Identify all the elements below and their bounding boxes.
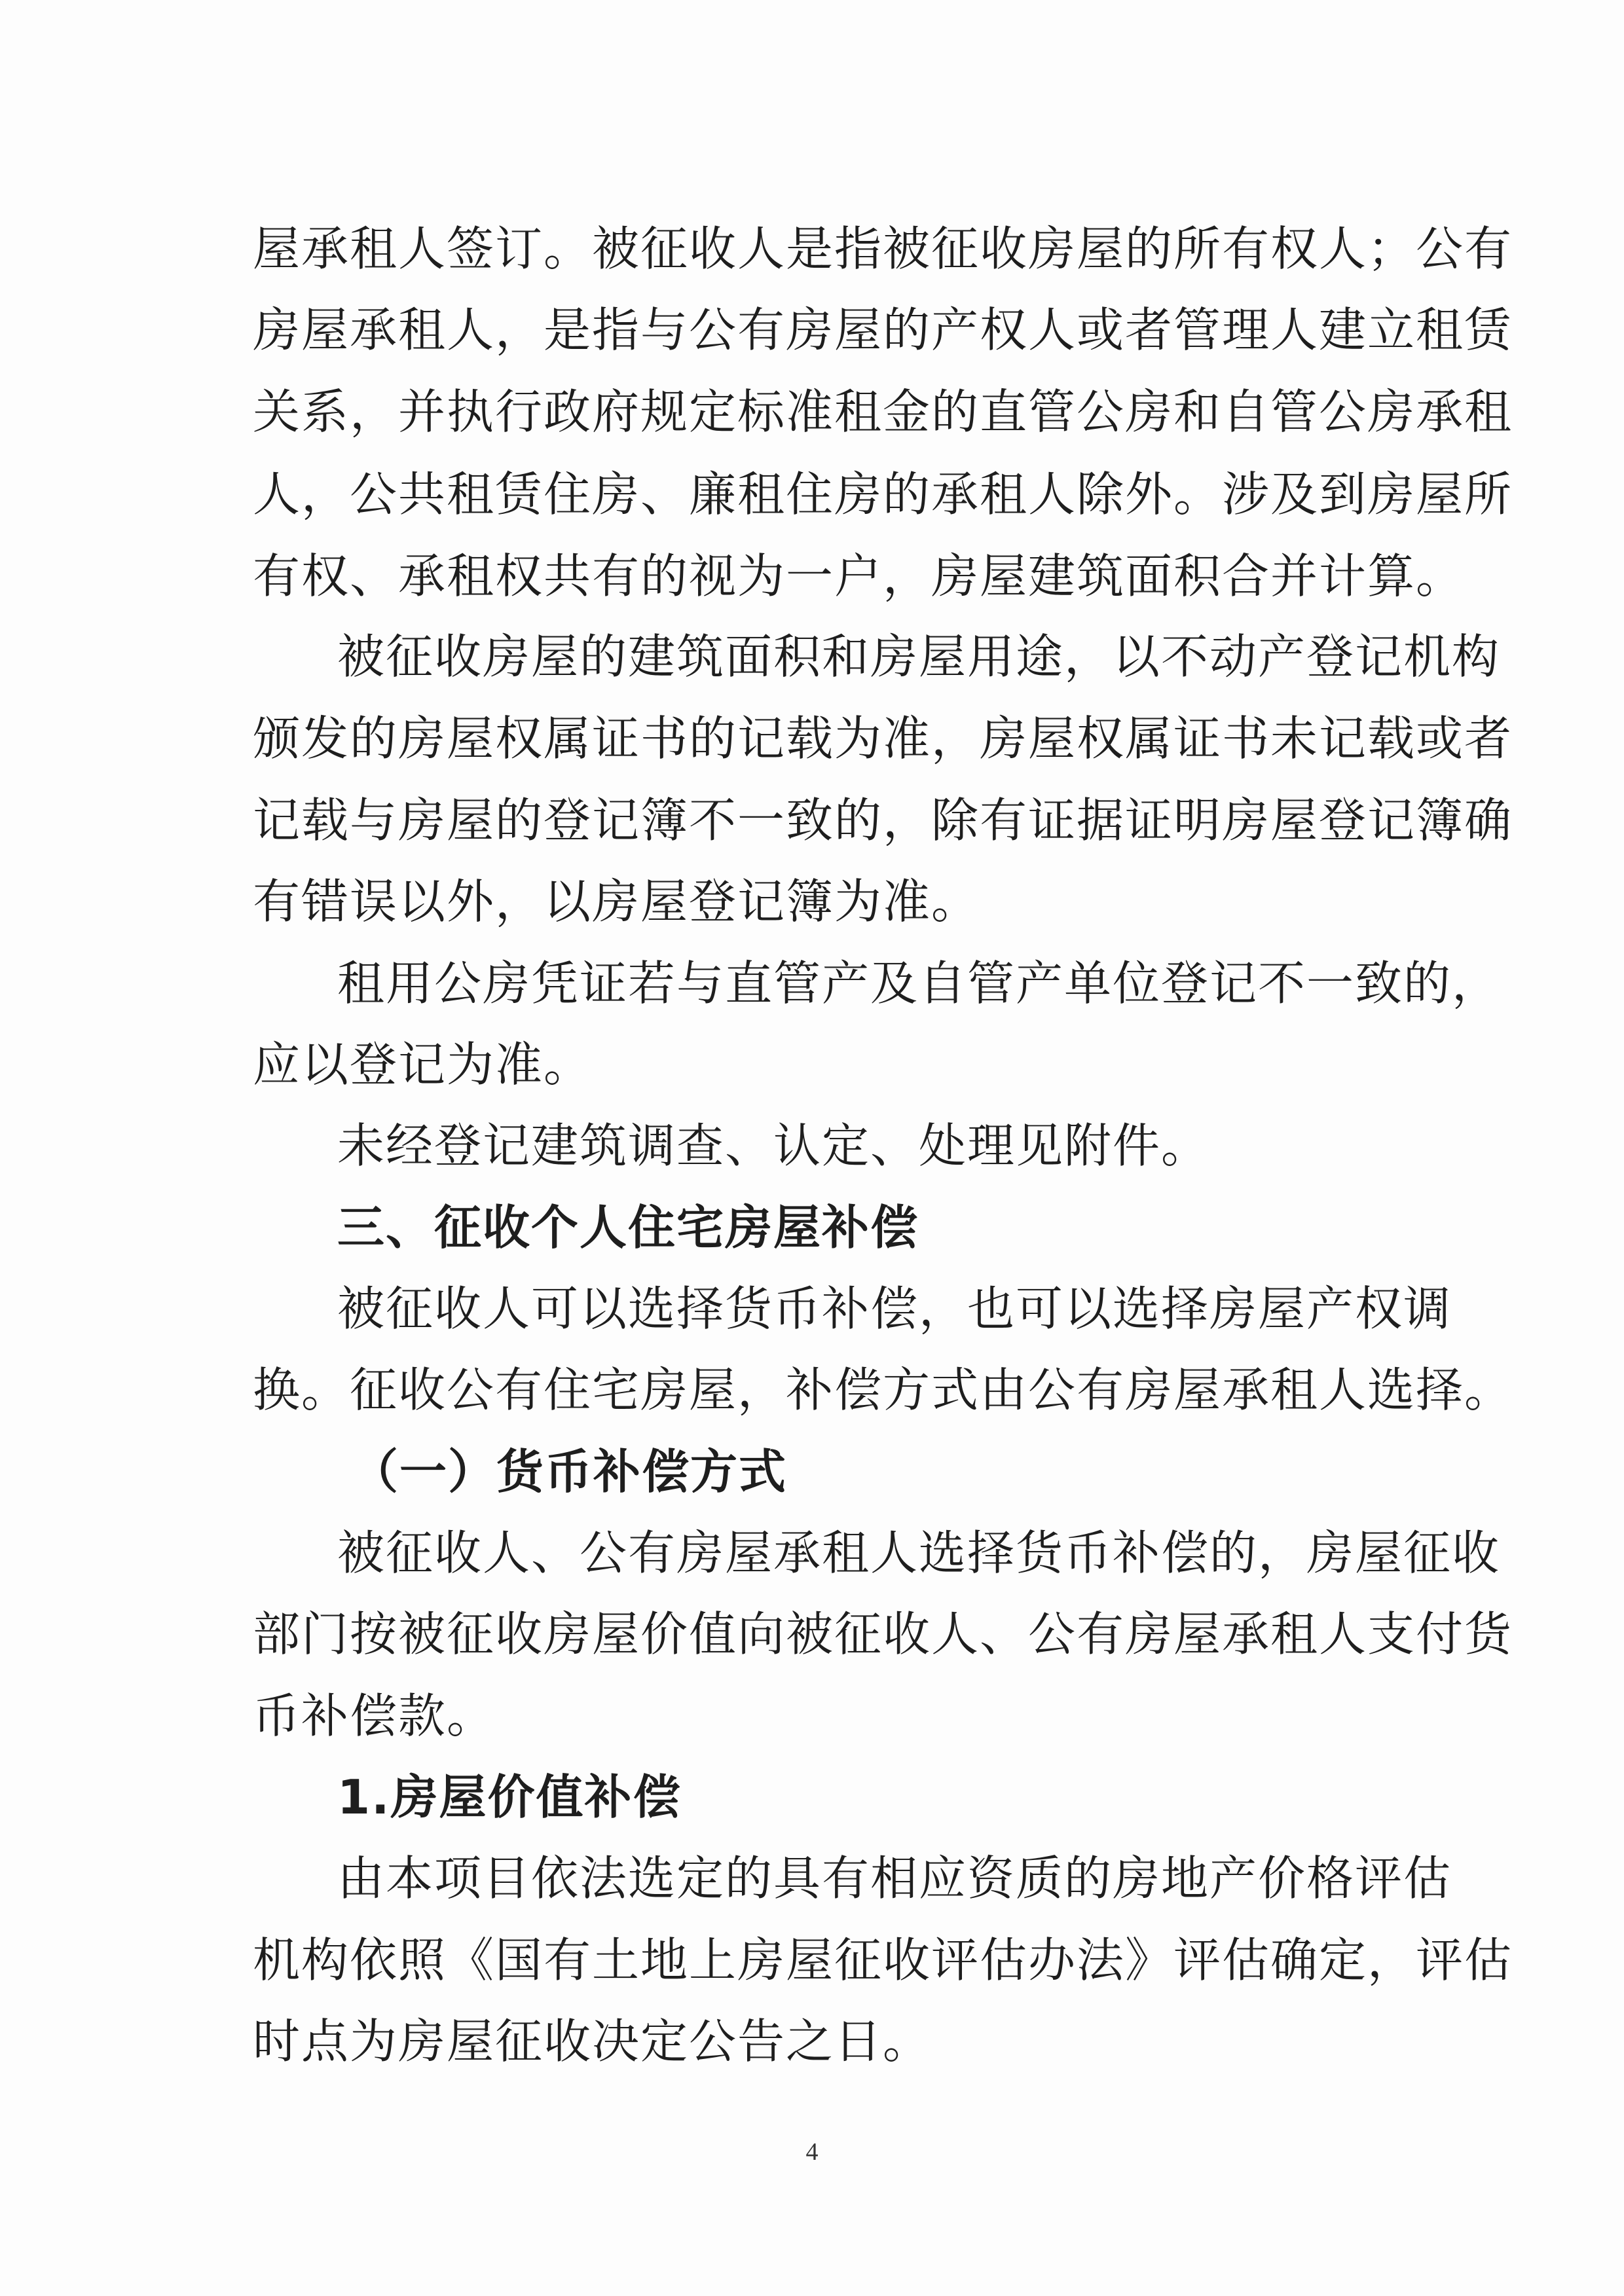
section-heading: 三、征收个人住宅房屋补偿 [337, 1200, 919, 1255]
item-heading: 1.房屋价值补偿 [337, 1770, 682, 1825]
paragraph-line: 部门按被征收房屋价值向被征收人、公有房屋承租人支付货 [253, 1607, 1513, 1662]
paragraph-line: 币补偿款。 [253, 1688, 496, 1743]
paragraph-line: 屋承租人签订。被征收人是指被征收房屋的所有权人；公有 [253, 221, 1513, 276]
paragraph-line: 人，公共租赁住房、廉租住房的承租人除外。涉及到房屋所 [253, 467, 1513, 522]
page-number: 4 [805, 2138, 819, 2166]
paragraph-line: 房屋承租人，是指与公有房屋的产权人或者管理人建立租赁 [253, 302, 1513, 357]
paragraph-line: 机构依照《国有土地上房屋征收评估办法》评估确定，评估 [253, 1933, 1513, 1988]
paragraph-line: 记载与房屋的登记簿不一致的，除有证据证明房屋登记簿确 [253, 793, 1513, 848]
paragraph-line: 有权、承租权共有的视为一户，房屋建筑面积合并计算。 [253, 549, 1465, 604]
paragraph-line: 被征收房屋的建筑面积和房屋用途，以不动产登记机构 [337, 629, 1501, 684]
paragraph-line: 未经登记建筑调查、认定、处理见附件。 [337, 1118, 1210, 1173]
subsection-heading: （一）货币补偿方式 [351, 1444, 788, 1499]
paragraph-line: 被征收人可以选择货币补偿，也可以选择房屋产权调 [337, 1281, 1452, 1336]
paragraph-line: 租用公房凭证若与直管产及自管产单位登记不一致的， [337, 956, 1501, 1011]
paragraph-line: 时点为房屋征收决定公告之日。 [253, 2014, 932, 2069]
paragraph-line: 有错误以外，以房屋登记簿为准。 [253, 874, 980, 929]
paragraph-line: 应以登记为准。 [253, 1037, 593, 1092]
paragraph-line: 被征收人、公有房屋承租人选择货币补偿的，房屋征收 [337, 1525, 1501, 1580]
paragraph-line: 颁发的房屋权属证书的记载为准，房屋权属证书未记载或者 [253, 711, 1513, 766]
paragraph-line: 由本项目依法选定的具有相应资质的房地产价格评估 [337, 1851, 1452, 1906]
paragraph-line: 换。征收公有住宅房屋，补偿方式由公有房屋承租人选择。 [253, 1362, 1513, 1417]
paragraph-line: 关系，并执行政府规定标准租金的直管公房和自管公房承租 [253, 384, 1513, 439]
